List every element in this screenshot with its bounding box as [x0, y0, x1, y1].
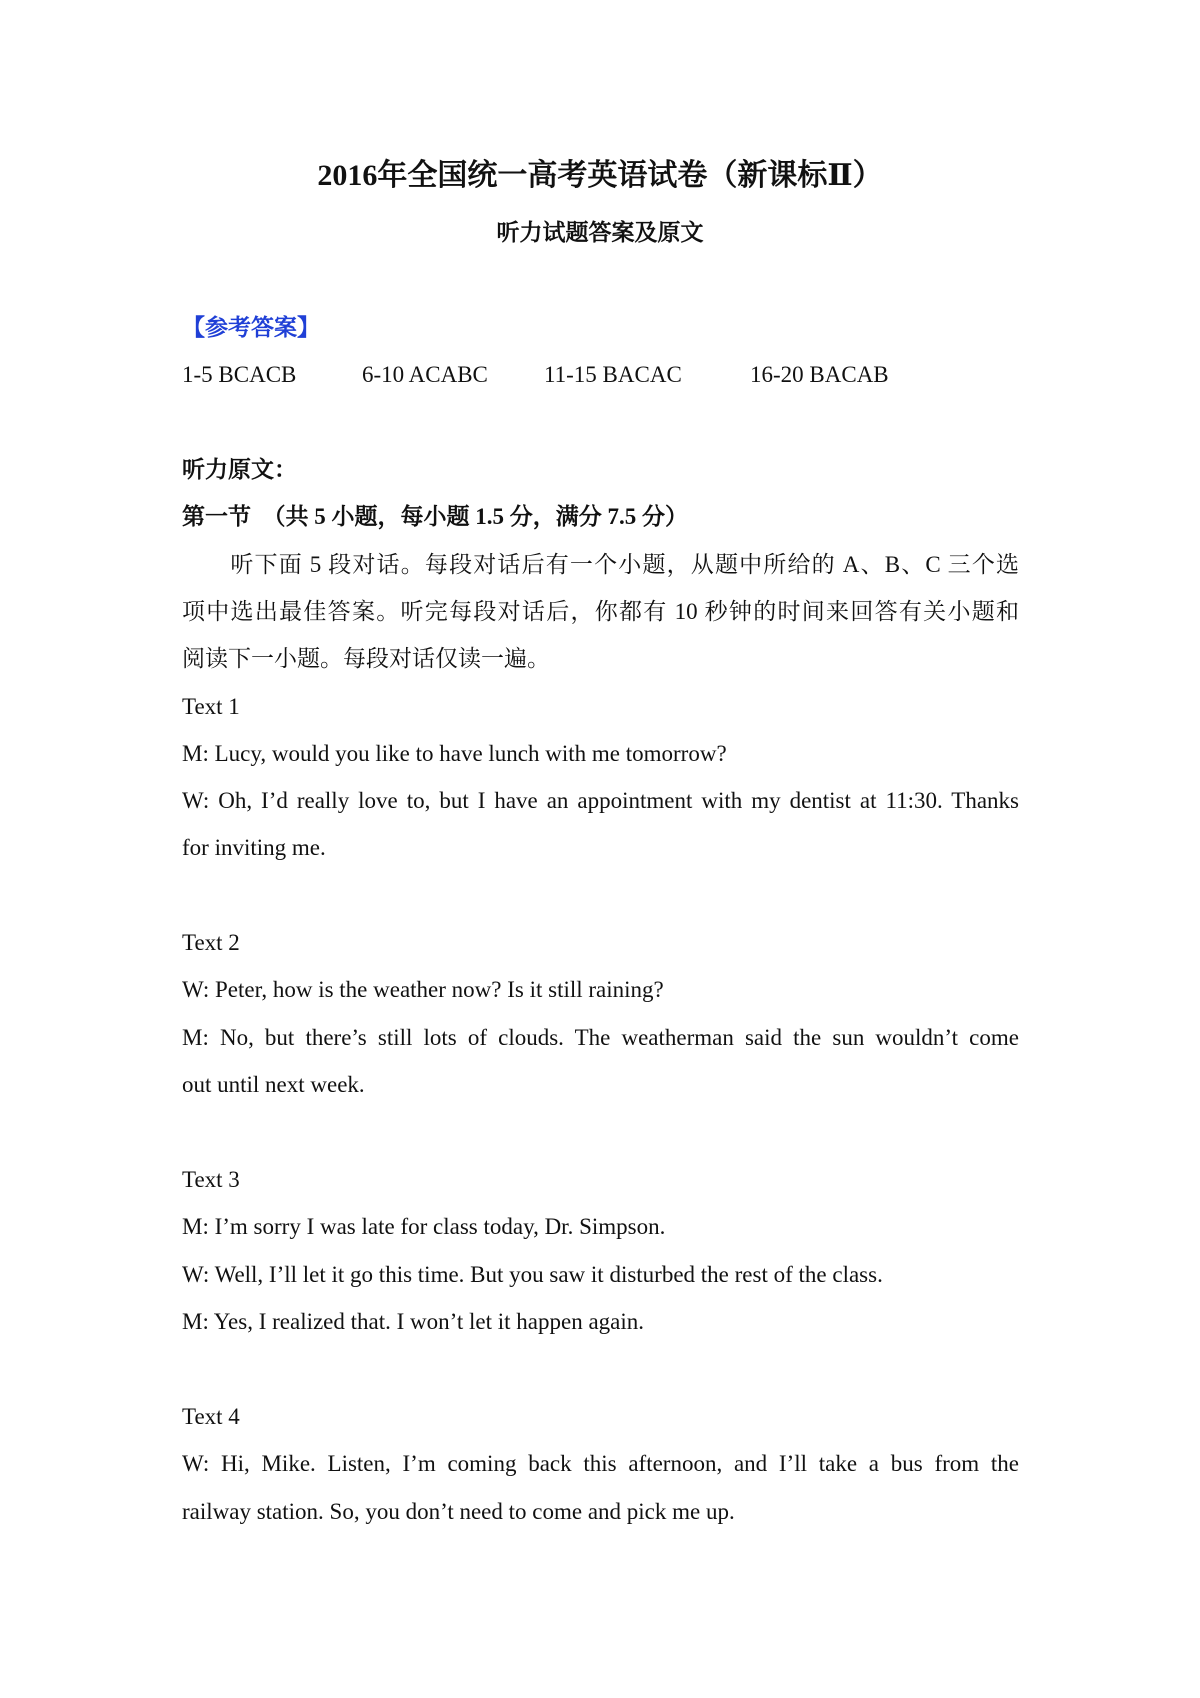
answer-group-3: 11-15 BACAC	[544, 362, 682, 387]
dialogue-line: W: Oh, I’d really love to, but I have an appointment with my dentist at 11:30. Thanks	[182, 788, 1019, 813]
dialogue-line: for inviting me.	[182, 835, 326, 860]
dialogue-line: W: Hi, Mike. Listen, I’m coming back this afternoon, and I’ll take a bus from the	[182, 1451, 1019, 1476]
document-subtitle: 听力试题答案及原文	[496, 220, 704, 245]
document-title: 2016年全国统一高考英语试卷（新课标Ⅱ）	[317, 159, 883, 192]
dialogue-line: M: No, but there’s still lots of clouds. The weatherman said the sun wouldn’t come	[182, 1025, 1019, 1050]
section-heading: 第一节 （共 5 小题，每小题 1.5 分，满分 7.5 分）	[182, 504, 688, 529]
dialogue-line: M: Lucy, would you like to have lunch with me tomorrow?	[182, 741, 727, 766]
answer-heading: 【参考答案】	[182, 315, 320, 340]
dialogue-line: M: Yes, I realized that. I won’t let it happen again.	[182, 1309, 645, 1334]
answer-group-4: 16-20 BACAB	[750, 362, 889, 387]
answer-group-1: 1-5 BCACB	[182, 362, 297, 387]
dialogue-line: W: Peter, how is the weather now? Is it still raining?	[182, 977, 664, 1002]
answer-group-2: 6-10 ACABC	[362, 362, 488, 387]
instruction-line: 听下面 5 段对话。每段对话后有一个小题，从题中所给的 A、B、C 三个选	[182, 552, 1019, 577]
text-1-label: Text 1	[182, 694, 240, 719]
dialogue-line: railway station. So, you don’t need to come and pick me up.	[182, 1499, 735, 1524]
dialogue-line: W: Well, I’ll let it go this time. But you saw it disturbed the rest of the class.	[182, 1262, 883, 1287]
answer-key-row	[182, 358, 889, 392]
text-4-label: Text 4	[182, 1404, 240, 1429]
text-2-label: Text 2	[182, 930, 240, 955]
transcript-heading: 听力原文：	[182, 457, 297, 482]
dialogue-line: out until next week.	[182, 1072, 365, 1097]
dialogue-line: M: I’m sorry I was late for class today, Dr. Simpson.	[182, 1214, 666, 1239]
instruction-line: 项中选出最佳答案。听完每段对话后，你都有 10 秒钟的时间来回答有关小题和	[182, 599, 1019, 624]
instruction-line: 阅读下一小题。每段对话仅读一遍。	[182, 646, 550, 671]
text-3-label: Text 3	[182, 1167, 240, 1192]
